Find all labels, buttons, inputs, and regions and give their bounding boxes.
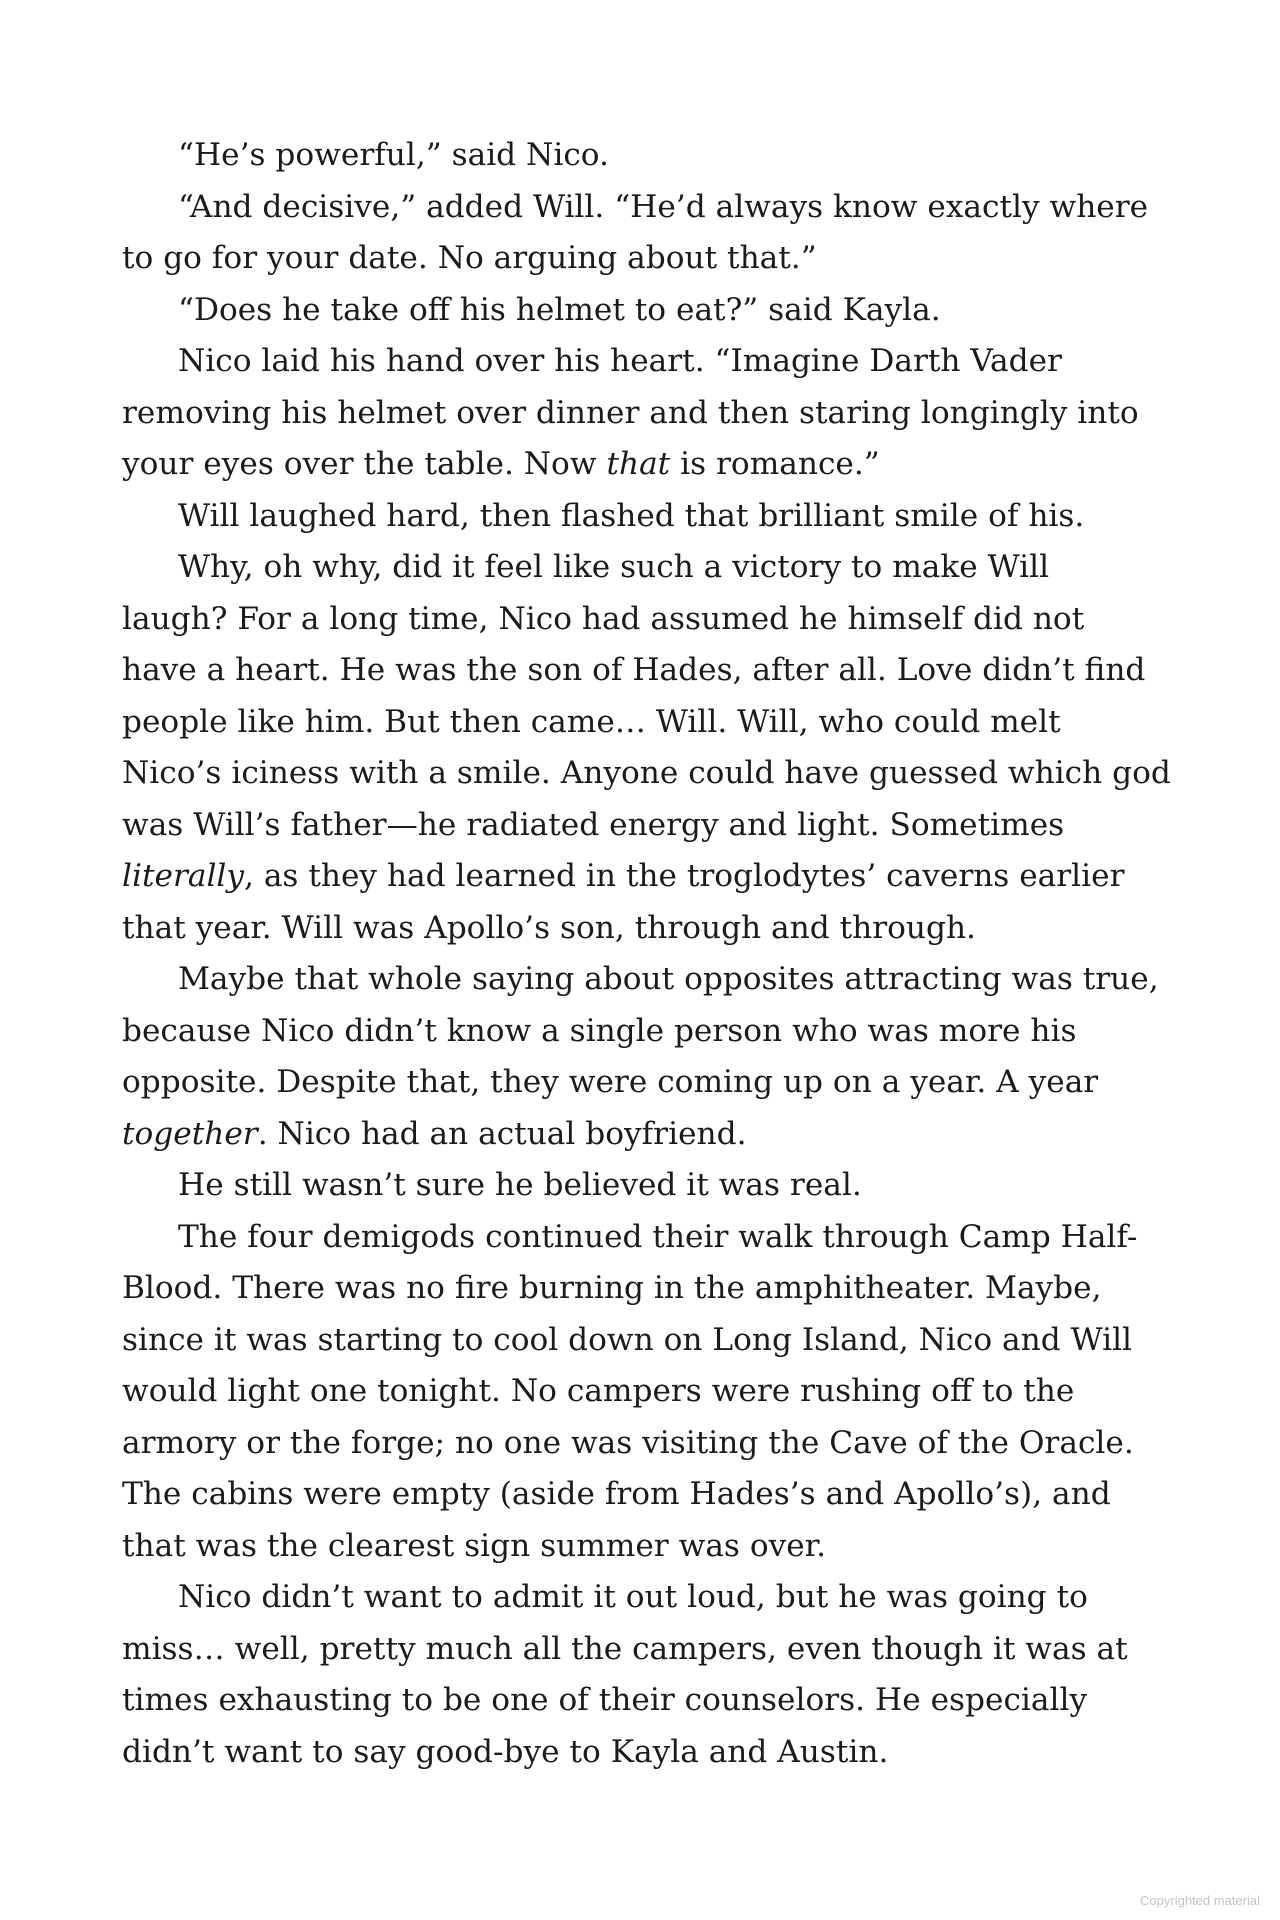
text-line: Maybe that whole saying about opposites attracting was true, xyxy=(178,961,1159,997)
text-line: didn’t want to say good-bye to Kayla and Austin. xyxy=(122,1733,889,1770)
text-line: because Nico didn’t know a single person who was more his xyxy=(122,1012,1077,1049)
italic-text: together xyxy=(122,1115,258,1152)
text-line: to go for your date. No arguing about that.” xyxy=(122,240,817,276)
text-line: times exhausting to be one of their counselors. He especially xyxy=(122,1682,1088,1718)
text-line: laugh? For a long time, Nico had assumed he himself did not xyxy=(122,600,1085,637)
text-line xyxy=(122,439,1162,491)
text-line: removing his helmet over dinner and then staring longingly into xyxy=(122,394,1139,431)
italic-text: that xyxy=(606,446,671,482)
body-text xyxy=(122,130,1171,1778)
text-line: Nico’s iciness with a smile. Anyone could have guessed which god xyxy=(122,755,1171,791)
text-line: “And decisive,” added Will. “He’d always know exactly where xyxy=(178,188,1149,225)
text-line: armory or the forge; no one was visiting the Cave of the Oracle. xyxy=(122,1424,1134,1461)
text-span: . Nico had an actual boyfriend. xyxy=(257,1115,747,1152)
text-line: that year. Will was Apollo’s son, through and through. xyxy=(122,909,976,946)
copyright-watermark: Copyrighted material xyxy=(1140,1893,1260,1908)
text-line: “Does he take off his helmet to eat?” said Kayla. xyxy=(178,291,941,328)
italic-text: literally xyxy=(122,858,245,894)
text-line: since it was starting to cool down on Long Island, Nico and Will xyxy=(122,1321,1133,1358)
text-line: that was the clearest sign summer was over. xyxy=(122,1527,827,1564)
text-line: would light one tonight. No campers were rushing off to the xyxy=(122,1373,1075,1409)
text-line xyxy=(122,1109,1162,1161)
text-span: your eyes over the table. Now xyxy=(122,446,607,482)
text-line: opposite. Despite that, they were coming up on a year. A year xyxy=(122,1064,1099,1100)
text-line: was Will’s father—he radiated energy and light. Sometimes xyxy=(122,806,1065,843)
text-line: people like him. But then came… Will. Will, who could melt xyxy=(122,703,1061,740)
text-line: Nico didn’t want to admit it out loud, but he was going to xyxy=(178,1579,1088,1615)
text-span: is romance.” xyxy=(670,446,880,482)
text-line: He still wasn’t sure he believed it was real. xyxy=(178,1167,862,1203)
text-line: miss… well, pretty much all the campers, even though it was at xyxy=(122,1630,1128,1667)
text-line: Will laughed hard, then flashed that brilliant smile of his. xyxy=(178,497,1085,534)
text-line: have a heart. He was the son of Hades, after all. Love didn’t find xyxy=(122,652,1146,688)
text-line: Blood. There was no fire burning in the amphitheater. Maybe, xyxy=(122,1270,1102,1306)
text-line: Nico laid his hand over his heart. “Imagine Darth Vader xyxy=(178,343,1062,379)
text-line: Why, oh why, did it feel like such a victory to make Will xyxy=(178,549,1050,585)
text-line: “He’s powerful,” said Nico. xyxy=(178,137,609,173)
text-line: The four demigods continued their walk through Camp Half- xyxy=(178,1218,1138,1255)
text-line xyxy=(122,851,1162,903)
text-span: , as they had learned in the troglodytes’ caverns earlier xyxy=(244,858,1125,894)
text-line: The cabins were empty (aside from Hades’s and Apollo’s), and xyxy=(122,1476,1111,1512)
